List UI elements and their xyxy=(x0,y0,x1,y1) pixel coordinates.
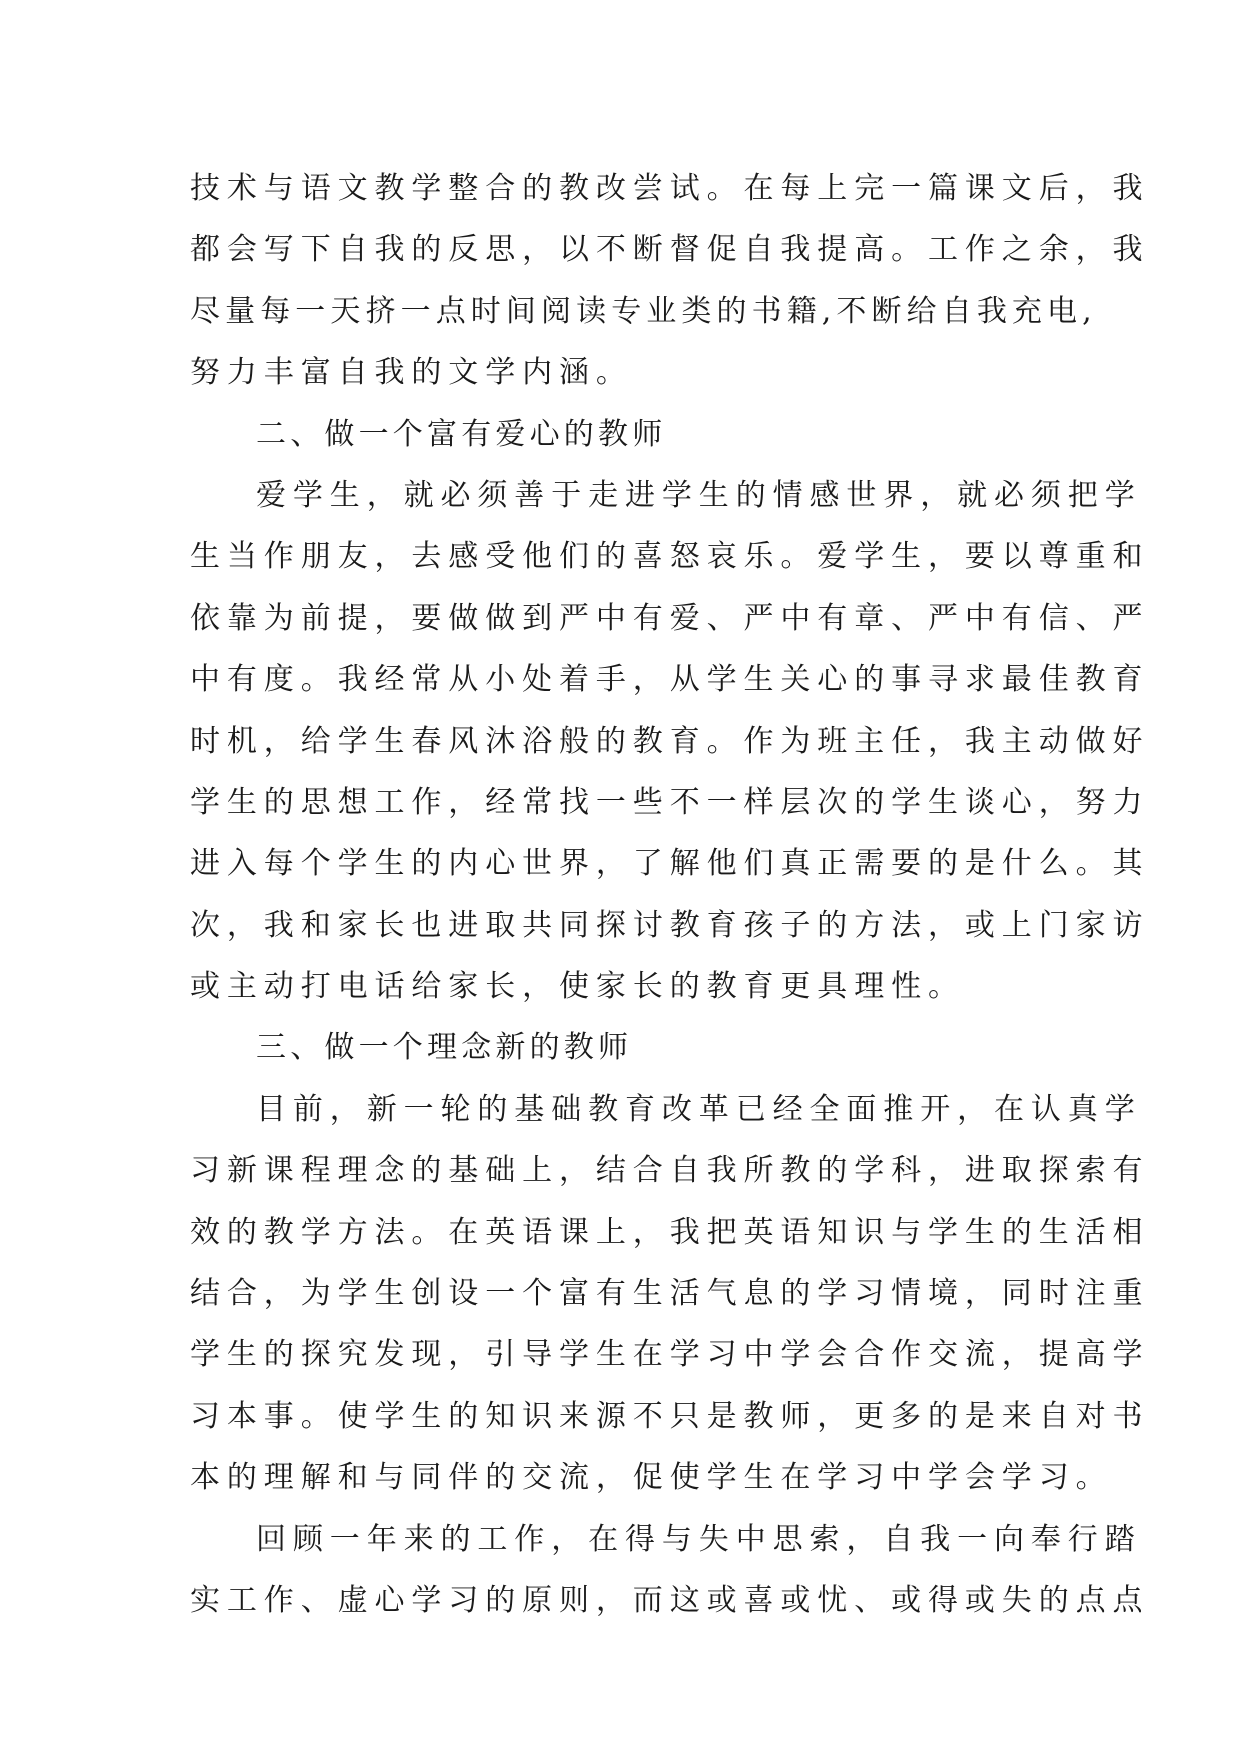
paragraph-line: 或主动打电话给家长，使家长的教育更具理性。 xyxy=(190,969,965,1005)
paragraph-line: 本的理解和与同伴的交流，促使学生在学习中学会学习。 xyxy=(190,1460,1113,1496)
body-text xyxy=(190,158,1150,1631)
paragraph-line: 依靠为前提，要做做到严中有爱、严中有章、严中有信、严 xyxy=(190,600,1150,636)
section-heading: 二、做一个富有爱心的教师 xyxy=(256,416,667,452)
paragraph-line: 生当作朋友，去感受他们的喜怒哀乐。爱学生，要以尊重和 xyxy=(190,539,1150,575)
paragraph-line: 努力丰富自我的文学内涵。 xyxy=(190,355,633,391)
paragraph-line: 习本事。使学生的知识来源不只是教师，更多的是来自对书 xyxy=(190,1398,1150,1434)
paragraph-line: 学生的思想工作，经常找一些不一样层次的学生谈心，努力 xyxy=(190,784,1150,820)
paragraph-line: 学生的探究发现，引导学生在学习中学会合作交流，提高学 xyxy=(190,1337,1150,1373)
paragraph-line: 中有度。我经常从小处着手，从学生关心的事寻求最佳教育 xyxy=(190,662,1150,698)
paragraph-line: 结合，为学生创设一个富有生活气息的学习情境，同时注重 xyxy=(190,1276,1150,1312)
paragraph-line: 效的教学方法。在英语课上，我把英语知识与学生的生活相 xyxy=(190,1214,1150,1250)
paragraph-line: 实工作、虚心学习的原则，而这或喜或忧、或得或失的点点 xyxy=(190,1582,1150,1618)
paragraph-line: 爱学生，就必须善于走进学生的情感世界，就必须把学 xyxy=(256,477,1142,513)
paragraph-line: 回顾一年来的工作，在得与失中思索，自我一向奉行踏 xyxy=(256,1521,1142,1557)
paragraph-line: 目前，新一轮的基础教育改革已经全面推开，在认真学 xyxy=(256,1091,1142,1127)
section-heading: 三、做一个理念新的教师 xyxy=(256,1030,633,1066)
paragraph-line: 尽量每一天挤一点时间阅读专业类的书籍,不断给自我充电, xyxy=(190,293,1097,329)
paragraph-line: 次，我和家长也进取共同探讨教育孩子的方法，或上门家访 xyxy=(190,907,1150,943)
paragraph-line: 都会写下自我的反思，以不断督促自我提高。工作之余，我 xyxy=(190,232,1150,268)
paragraph-line: 技术与语文教学整合的教改尝试。在每上完一篇课文后，我 xyxy=(190,171,1150,206)
paragraph-line: 习新课程理念的基础上，结合自我所教的学科，进取探索有 xyxy=(190,1153,1150,1189)
paragraph-line: 时机，给学生春风沐浴般的教育。作为班主任，我主动做好 xyxy=(190,723,1150,759)
paragraph-line: 进入每个学生的内心世界，了解他们真正需要的是什么。其 xyxy=(190,846,1150,882)
